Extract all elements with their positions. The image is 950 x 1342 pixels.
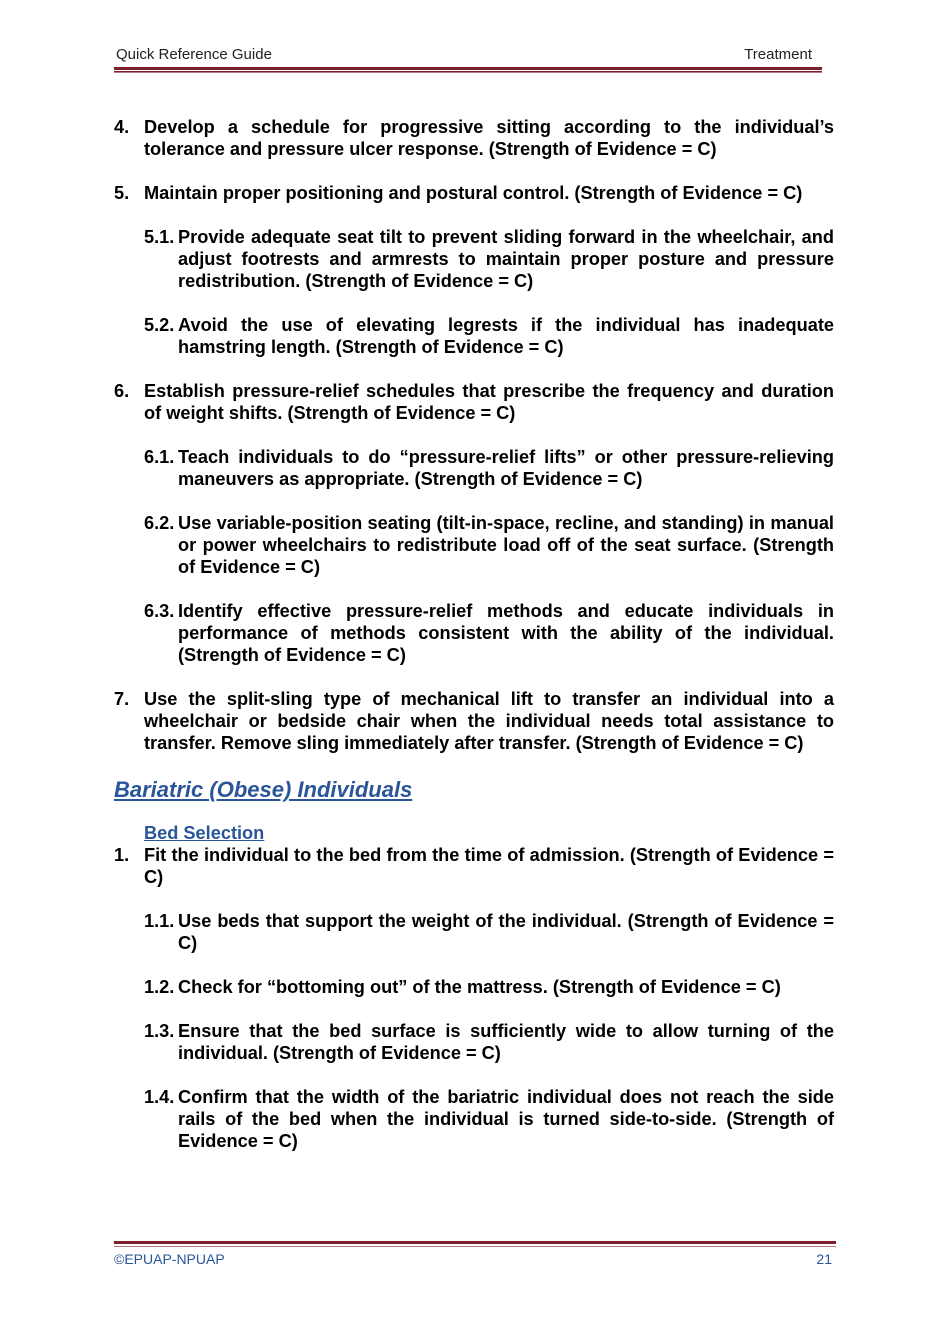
item-text: Use the split-sling type of mechanical lift to transfer an individual into a wheelchair or bedside chair when the individual needs total assistance to transfer. Remove sling immediately after transfer. (Strength of Evidence = C) [144, 689, 834, 753]
list-item-6-1 [144, 446, 834, 490]
item-text: Confirm that the width of the bariatric individual does not reach the side rails of the bed when the individual is turned side-to-side. (Strength of Evidence = C) [178, 1087, 834, 1151]
item-number: 6.2. [144, 513, 175, 533]
list-item-6-3 [144, 600, 834, 666]
page-content [114, 116, 834, 1174]
item-text: Use variable-position seating (tilt-in-space, recline, and standing) in manual or power wheelchairs to redistribute load off of the seat surface. (Strength of Evidence = C) [178, 513, 834, 577]
list-item-4 [114, 116, 834, 160]
item-number: 5. [114, 183, 130, 203]
item-text: Fit the individual to the bed from the time of admission. (Strength of Evidence = C) [144, 845, 834, 887]
item-text: Check for “bottoming out” of the mattress. (Strength of Evidence = C) [178, 977, 781, 997]
list-item-6 [114, 380, 834, 424]
list-item-6-2 [144, 512, 834, 578]
section-item-1-2 [144, 976, 834, 998]
header-title: Quick Reference Guide [116, 46, 272, 63]
item-number: 7. [114, 689, 130, 709]
list-item-5-2 [144, 314, 834, 358]
item-number: 4. [114, 117, 130, 137]
footer-copyright: ©EPUAP-NPUAP [114, 1251, 225, 1267]
list-item-5 [114, 182, 834, 204]
item-text: Identify effective pressure-relief methods and educate individuals in performance of methods consistent with the ability of the individual. (Strength of Evidence = C) [178, 601, 834, 665]
page-number: 21 [816, 1251, 832, 1267]
item-number: 1.1. [144, 911, 175, 931]
page-footer [114, 1251, 834, 1271]
header-divider-thin [114, 72, 822, 73]
section-item-1-1 [144, 910, 834, 954]
item-text: Ensure that the bed surface is sufficiently wide to allow turning of the individual. (Strength of Evidence = C) [178, 1021, 834, 1063]
item-text: Avoid the use of elevating legrests if the individual has inadequate hamstring length. (Strength of Evidence = C) [178, 315, 834, 357]
item-text: Develop a schedule for progressive sitting according to the individual’s tolerance and pressure ulcer response. (Strength of Evidence = C) [144, 117, 834, 159]
item-number: 5.2. [144, 315, 175, 335]
item-number: 6. [114, 381, 130, 401]
subsection-heading: Bed Selection [144, 823, 265, 843]
section-item-1 [114, 844, 834, 888]
item-number: 1. [114, 845, 130, 865]
footer-divider [114, 1241, 836, 1244]
item-number: 1.3. [144, 1021, 175, 1041]
item-text: Establish pressure-relief schedules that prescribe the frequency and duration of weight shifts. (Strength of Evidence = C) [144, 381, 834, 423]
list-item-7 [114, 688, 834, 754]
footer-divider-thin [114, 1246, 836, 1247]
header-section: Treatment [744, 46, 812, 63]
section-heading: Bariatric (Obese) Individuals [114, 777, 413, 802]
page-header [114, 44, 820, 66]
item-number: 6.1. [144, 447, 175, 467]
item-number: 1.2. [144, 977, 175, 997]
item-number: 6.3. [144, 601, 175, 621]
item-text: Maintain proper positioning and postural control. (Strength of Evidence = C) [144, 183, 803, 203]
item-number: 1.4. [144, 1087, 175, 1107]
section-item-1-3 [144, 1020, 834, 1064]
item-text: Provide adequate seat tilt to prevent sliding forward in the wheelchair, and adjust footrests and armrests to maintain proper posture and pressure redistribution. (Strength of Evidence = C) [178, 227, 834, 291]
item-text: Use beds that support the weight of the individual. (Strength of Evidence = C) [178, 911, 834, 953]
section-item-1-4 [144, 1086, 834, 1152]
list-item-5-1 [144, 226, 834, 292]
item-number: 5.1. [144, 227, 175, 247]
item-text: Teach individuals to do “pressure-relief lifts” or other pressure-relieving maneuvers as appropriate. (Strength of Evidence = C) [178, 447, 834, 489]
